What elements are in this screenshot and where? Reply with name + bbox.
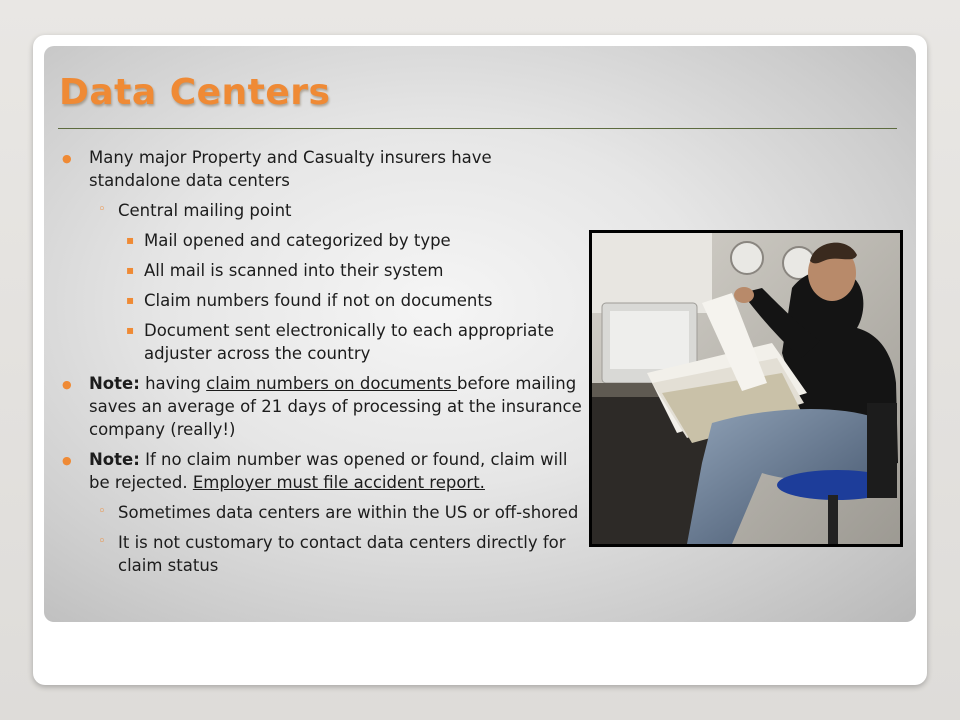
list-item-text: Many major Property and Casualty insurers have standalone data centers <box>89 148 492 190</box>
list-item <box>62 199 582 222</box>
photo-illustration <box>592 233 900 544</box>
square-bullet-icon: ▪ <box>126 233 135 247</box>
note-label: Note: <box>89 450 140 469</box>
list-item-text: Central mailing point <box>118 201 292 220</box>
list-item <box>62 146 582 192</box>
list-item-text: Document sent electronically to each appropriate adjuster across the country <box>144 321 554 363</box>
list-item <box>62 372 582 441</box>
underlined-text: Employer must file accident report. <box>192 473 485 492</box>
slide-title: Data Centers <box>59 72 331 113</box>
list-item <box>62 319 582 365</box>
square-bullet-icon: ▪ <box>126 263 135 277</box>
title-divider <box>58 128 897 129</box>
list-item-text: Claim numbers found if not on documents <box>144 291 493 310</box>
list-item <box>62 448 582 494</box>
list-item-text: All mail is scanned into their system <box>144 261 444 280</box>
filled-circle-bullet-icon: ● <box>62 152 72 165</box>
slide <box>44 46 916 622</box>
note-text: Note: If no claim number was opened or found, claim will be rejected. Employer must file accident report. <box>89 450 568 492</box>
list-item-text: It is not customary to contact data centers directly for claim status <box>118 533 566 575</box>
hollow-circle-bullet-icon: ◦ <box>98 534 106 549</box>
filled-circle-bullet-icon: ● <box>62 454 72 467</box>
filled-circle-bullet-icon: ● <box>62 378 72 391</box>
list-item <box>62 289 582 312</box>
list-item <box>62 531 582 577</box>
list-item-text: Sometimes data centers are within the US or off-shored <box>118 503 579 522</box>
list-item <box>62 501 582 524</box>
list-item-text: Mail opened and categorized by type <box>144 231 451 250</box>
square-bullet-icon: ▪ <box>126 323 135 337</box>
photo-man-sorting-mail <box>589 230 903 547</box>
underlined-text: claim numbers on documents <box>206 374 457 393</box>
list-item <box>62 259 582 282</box>
hollow-circle-bullet-icon: ◦ <box>98 504 106 519</box>
list-item <box>62 229 582 252</box>
note-label: Note: <box>89 374 140 393</box>
square-bullet-icon: ▪ <box>126 293 135 307</box>
bullet-list <box>62 146 582 584</box>
hollow-circle-bullet-icon: ◦ <box>98 202 106 217</box>
note-text: Note: having claim numbers on documents before mailing saves an average of 21 days of processing at the insurance company (really!) <box>89 374 582 439</box>
